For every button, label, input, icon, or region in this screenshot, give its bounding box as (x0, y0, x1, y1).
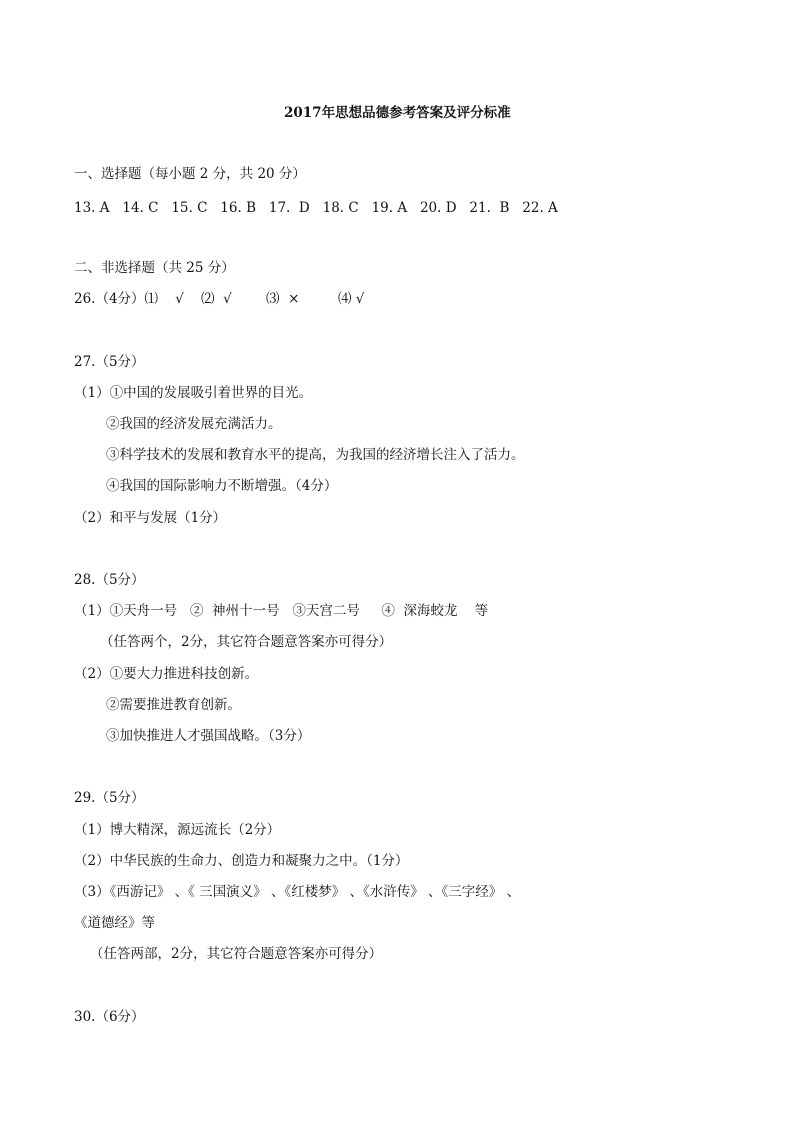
q27-part1-item1: （1）①中国的发展吸引着世界的目光。 (74, 385, 313, 401)
q28-part2-item1: （2）①要大力推进科技创新。 (74, 666, 259, 682)
q27-header: 27.（5分） (74, 354, 145, 370)
q29-part3-note: （任答两部，2分，其它符合题意答案亦可得分） (90, 946, 383, 962)
q28-part1-item1: （1）①天舟一号 ② 神州十一号 ③天宫二号 ④ 深海蛟龙 等 (74, 603, 489, 619)
q26-answer: 26.（4分）⑴ √ ⑵ √ ⑶ × ⑷ √ (74, 291, 365, 307)
q27-part1-item4: ④我国的国际影响力不断增强。（4分） (106, 478, 338, 494)
q28-part2-item2: ②需要推进教育创新。 (106, 697, 241, 713)
page-title: 2017年思想品德参考答案及评分标准 (284, 105, 511, 121)
q27-part1-item2: ②我国的经济发展充满活力。 (106, 416, 282, 432)
q29-part3-line1: （3）《西游记》 、《 三国演义》 、《红楼梦》 、《水浒传》 、《三字经》 、 (74, 884, 521, 900)
q30-header: 30.（6分） (74, 1009, 145, 1025)
q28-part2-item3: ③加快推进人才强国战略。（3分） (106, 728, 311, 744)
q28-part1-note: （任答两个，2分，其它符合题意答案亦可得分） (100, 634, 393, 650)
q29-header: 29.（5分） (74, 790, 145, 806)
choice-answers: 13. A 14. C 15. C 16. B 17. D 18. C 19. A 20. D 21. B 22. A (74, 200, 558, 216)
section2-heading: 二、非选择题（共 25 分） (74, 260, 235, 276)
section1-heading: 一、选择题（每小题 2 分，共 20 分） (74, 166, 306, 182)
q29-part2: （2）中华民族的生命力、创造力和凝聚力之中。（1分） (74, 853, 409, 869)
q27-part1-item3: ③科学技术的发展和教育水平的提高，为我国的经济增长注入了活力。 (106, 447, 525, 463)
q28-header: 28.（5分） (74, 572, 145, 588)
q27-part2: （2）和平与发展（1分） (74, 510, 227, 526)
q29-part3-line2: 《道德经》等 (74, 915, 155, 931)
q29-part1: （1）博大精深，源远流长（2分） (74, 822, 281, 838)
